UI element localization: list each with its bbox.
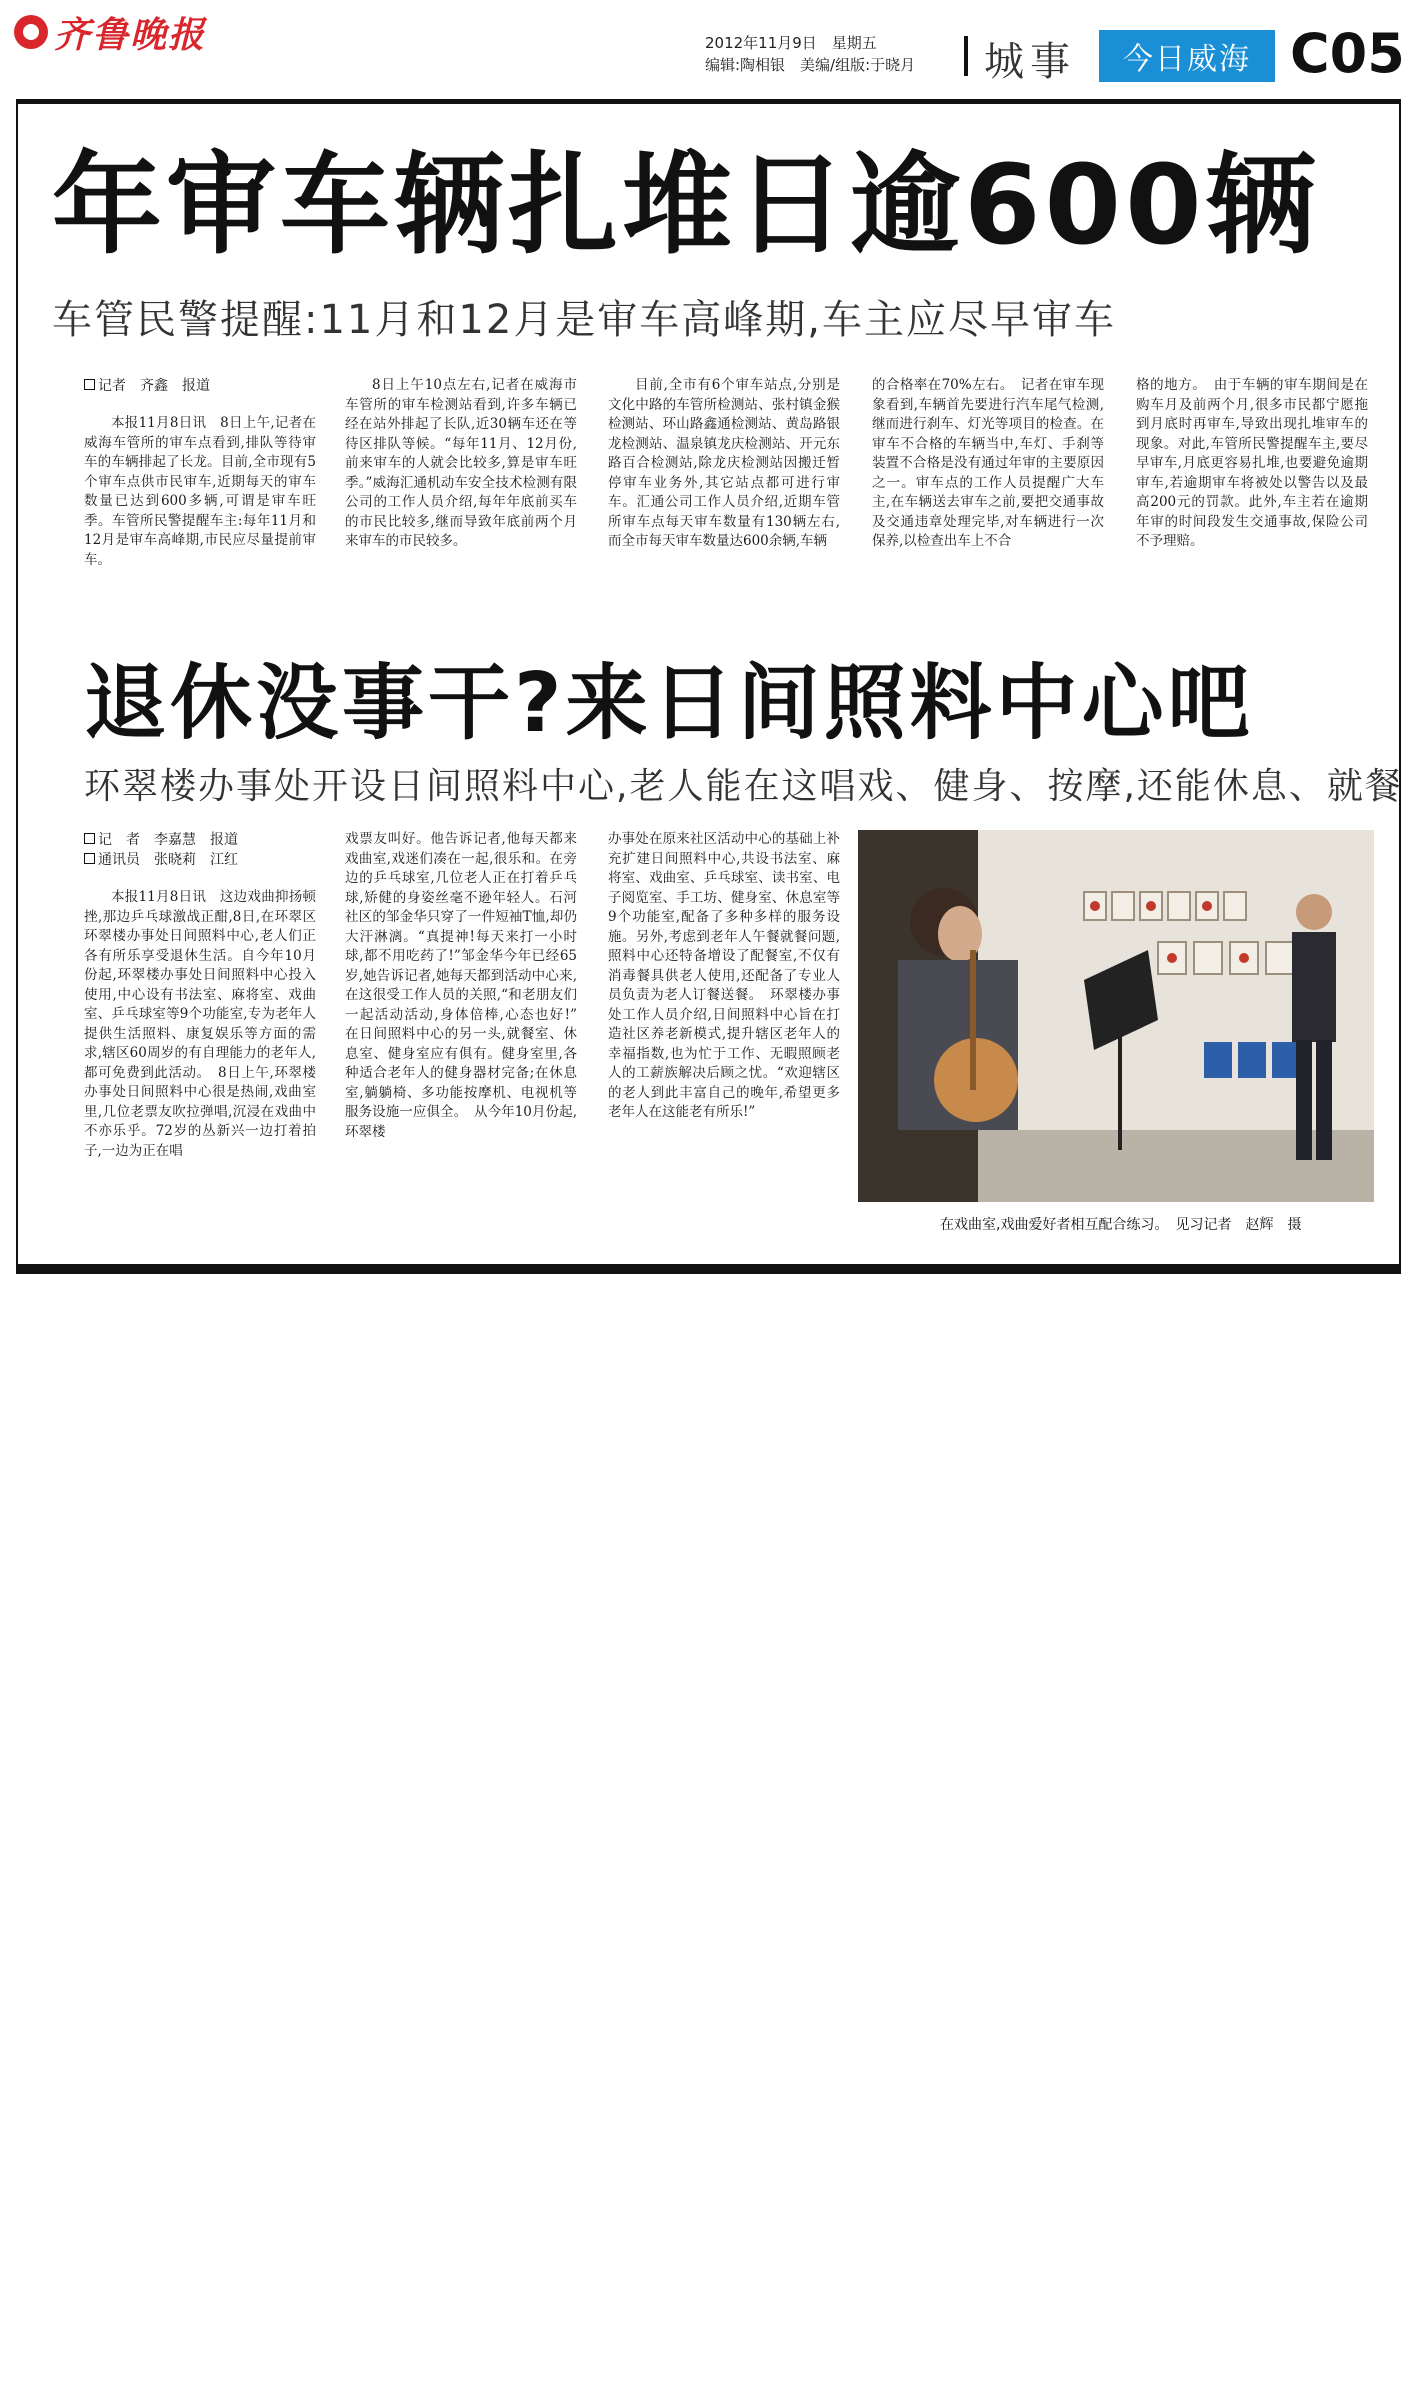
article2-column-3-text: 办事处在原来社区活动中心的基础上补充扩建日间照料中心,共设书法室、麻将室、戏曲室、乒乓球室、读书室、电子阅览室、手工坊、健身室、休息室等9个功能室,配备了多种多样的服务设施。另外,考虑到老年人午餐就餐问题,照料中心还特备增设了配餐室,不仅有消毒餐具供老人使用,还配备了专业人员负责为老人订餐送餐。 环翠楼办事处工作人员介绍,日间照料中心旨在打造社区养老新模式,提升辖区老年人的幸福指数,也为忙于工作、无暇照顾老人的工薪族解决后顾之忧。“欢迎辖区的老人到此丰富自己的晚年,希望更多老年人在这能老有所乐!” (608, 831, 840, 1120)
editors-credit: 编辑:陶相银 美编/组版:于晓月 (705, 56, 916, 74)
article2-column-3 (608, 830, 840, 1123)
article2-column-1 (84, 830, 316, 1161)
article2-column-2 (345, 830, 591, 1142)
logo-emblem-icon (14, 15, 48, 49)
article2-byline-correspondent: 通讯员 张晓莉 江红 (84, 850, 316, 870)
article2-photo (858, 830, 1374, 1202)
article1-column-3 (608, 376, 840, 552)
page-number: C05 (1290, 22, 1405, 85)
article1-byline: 记者 齐鑫 报道 (84, 376, 316, 396)
article1-column-5-text: 格的地方。 由于车辆的审车期间是在购车月及前两个月,很多市民都宁愿拖到月底时再审车,导致出现扎堆审车的现象。对此,车管所民警提醒车主,要尽早审车,月底更容易扎堆,也要避免逾期审车,若逾期审车将被处以警告以及最高200元的罚款。此外,车主若在逾期年审的时间段发生交通事故,保险公司不予理赔。 (1136, 377, 1368, 549)
article1-column-1 (84, 376, 316, 570)
newspaper-logo (14, 10, 206, 54)
article1-column-4 (872, 376, 1104, 552)
article1-subheadline: 车管民警提醒:11月和12月是审车高峰期,车主应尽早审车 (52, 297, 1116, 343)
article1-column-5 (1136, 376, 1368, 552)
byline-square-icon (84, 853, 95, 864)
bottom-rule (16, 1266, 1401, 1274)
byline-square-icon (84, 833, 95, 844)
article2-column-1-text: 本报11月8日讯 这边戏曲抑扬顿挫,那边乒乓球激战正酣,8日,在环翠区环翠楼办事处日间照料中心,老人们正各有所乐享受退休生活。自今年10月份起,环翠楼办事处日间照料中心投入使用,中心设有书法室、麻将室、戏曲室、乒乓球室等9个功能室,专为老年人提供生活照料、康复娱乐等方面的需求,辖区60周岁的有自理能力的老年人,都可免费到此活动。 8日上午,环翠楼办事处日间照料中心很是热闹,戏曲室里,几位老票友吹拉弹唱,沉浸在戏曲中不亦乐乎。72岁的丛新兴一边打着拍子,一边为正在唱 (84, 889, 316, 1159)
article1-headline: 年审车辆扎堆日逾600辆 (52, 141, 1320, 269)
article2-column-2-text: 戏票友叫好。他告诉记者,他每天都来戏曲室,戏迷们凑在一起,很乐和。在旁边的乒乓球室,几位老人正在打着乒乓球,矫健的身姿丝毫不逊年轻人。石河社区的邹金华只穿了一件短袖T恤,却仍大汗淋漓。“真提神!每天来打一小时球,都不用吃药了!”邹金华今年已经65岁,她告诉记者,她每天都到活动中心来,在这很受工作人员的关照,“和老朋友们一起活动活动,身体倍棒,心态也好!” 在日间照料中心的另一头,就餐室、休息室、健身室应有俱有。健身室里,各种适合老年人的健身器材完备;在休息室,躺躺椅、多功能按摩机、电视机等服务设施一应俱全。 从今年10月份起,环翠楼 (345, 831, 591, 1140)
article2-byline-reporter: 记 者 李嘉慧 报道 (84, 830, 316, 850)
article2-headline: 退休没事干?来日间照料中心吧 (84, 656, 1254, 751)
article1-column-2 (345, 376, 577, 552)
byline-square-icon (84, 379, 95, 390)
issue-meta (705, 32, 915, 76)
article1-column-1-text: 本报11月8日讯 8日上午,记者在威海车管所的审车点看到,排队等待审车的车辆排起了长龙。目前,全市现有5个审车点供市民审车,近期每天的审车数量已达到600多辆,可谓是审车旺季。车管所民警提醒车主:每年11月和12月是审车高峰期,市民应尽量提前审车。 (84, 415, 316, 568)
opera-practice-photo (858, 830, 1374, 1202)
issue-date: 2012年11月9日 星期五 (705, 34, 877, 52)
article2-subheadline: 环翠楼办事处开设日间照料中心,老人能在这唱戏、健身、按摩,还能休息、就餐 (84, 766, 1403, 807)
logo-text: 齐鲁晚报 (54, 13, 207, 56)
article1-column-2-text: 8日上午10点左右,记者在威海市车管所的审车检测站看到,许多车辆已经在站外排起了长队,近30辆车还在等待区排队等候。“每年11月、12月份,前来审车的人就会比较多,算是审车旺季。”威海汇通机动车安全技术检测有限公司的工作人员介绍,每年年底前买车的市民比较多,继而导致年底前两个月来审车的市民较多。 (345, 377, 577, 549)
photo-caption: 在戏曲室,戏曲爱好者相互配合练习。 见习记者 赵辉 摄 (940, 1217, 1302, 1233)
section-name: 城事 (984, 39, 1076, 85)
region-badge: 今日威海 (1099, 30, 1275, 82)
article1-column-3-text: 目前,全市有6个审车站点,分别是文化中路的车管所检测站、张村镇金猴检测站、环山路鑫通检测站、黄岛路银龙检测站、温泉镇龙庆检测站、开元东路百合检测站,除龙庆检测站因搬迁暂停审车业务外,其它站点都可进行审车。汇通公司工作人员介绍,近期车管所审车点每天审车数量有130辆左右,而全市每天审车数量达600余辆,车辆 (608, 377, 840, 549)
masthead-divider (964, 36, 968, 76)
article1-column-4-text: 的合格率在70%左右。 记者在审车现象看到,车辆首先要进行汽车尾气检测,继而进行刹车、灯光等项目的检查。在审车不合格的车辆当中,车灯、手刹等装置不合格是没有通过年审的主要原因之一。审车点的工作人员提醒广大车主,在车辆送去审车之前,要把交通事故及交通违章处理完毕,对车辆进行一次保养,以检查出车上不合 (872, 377, 1104, 549)
